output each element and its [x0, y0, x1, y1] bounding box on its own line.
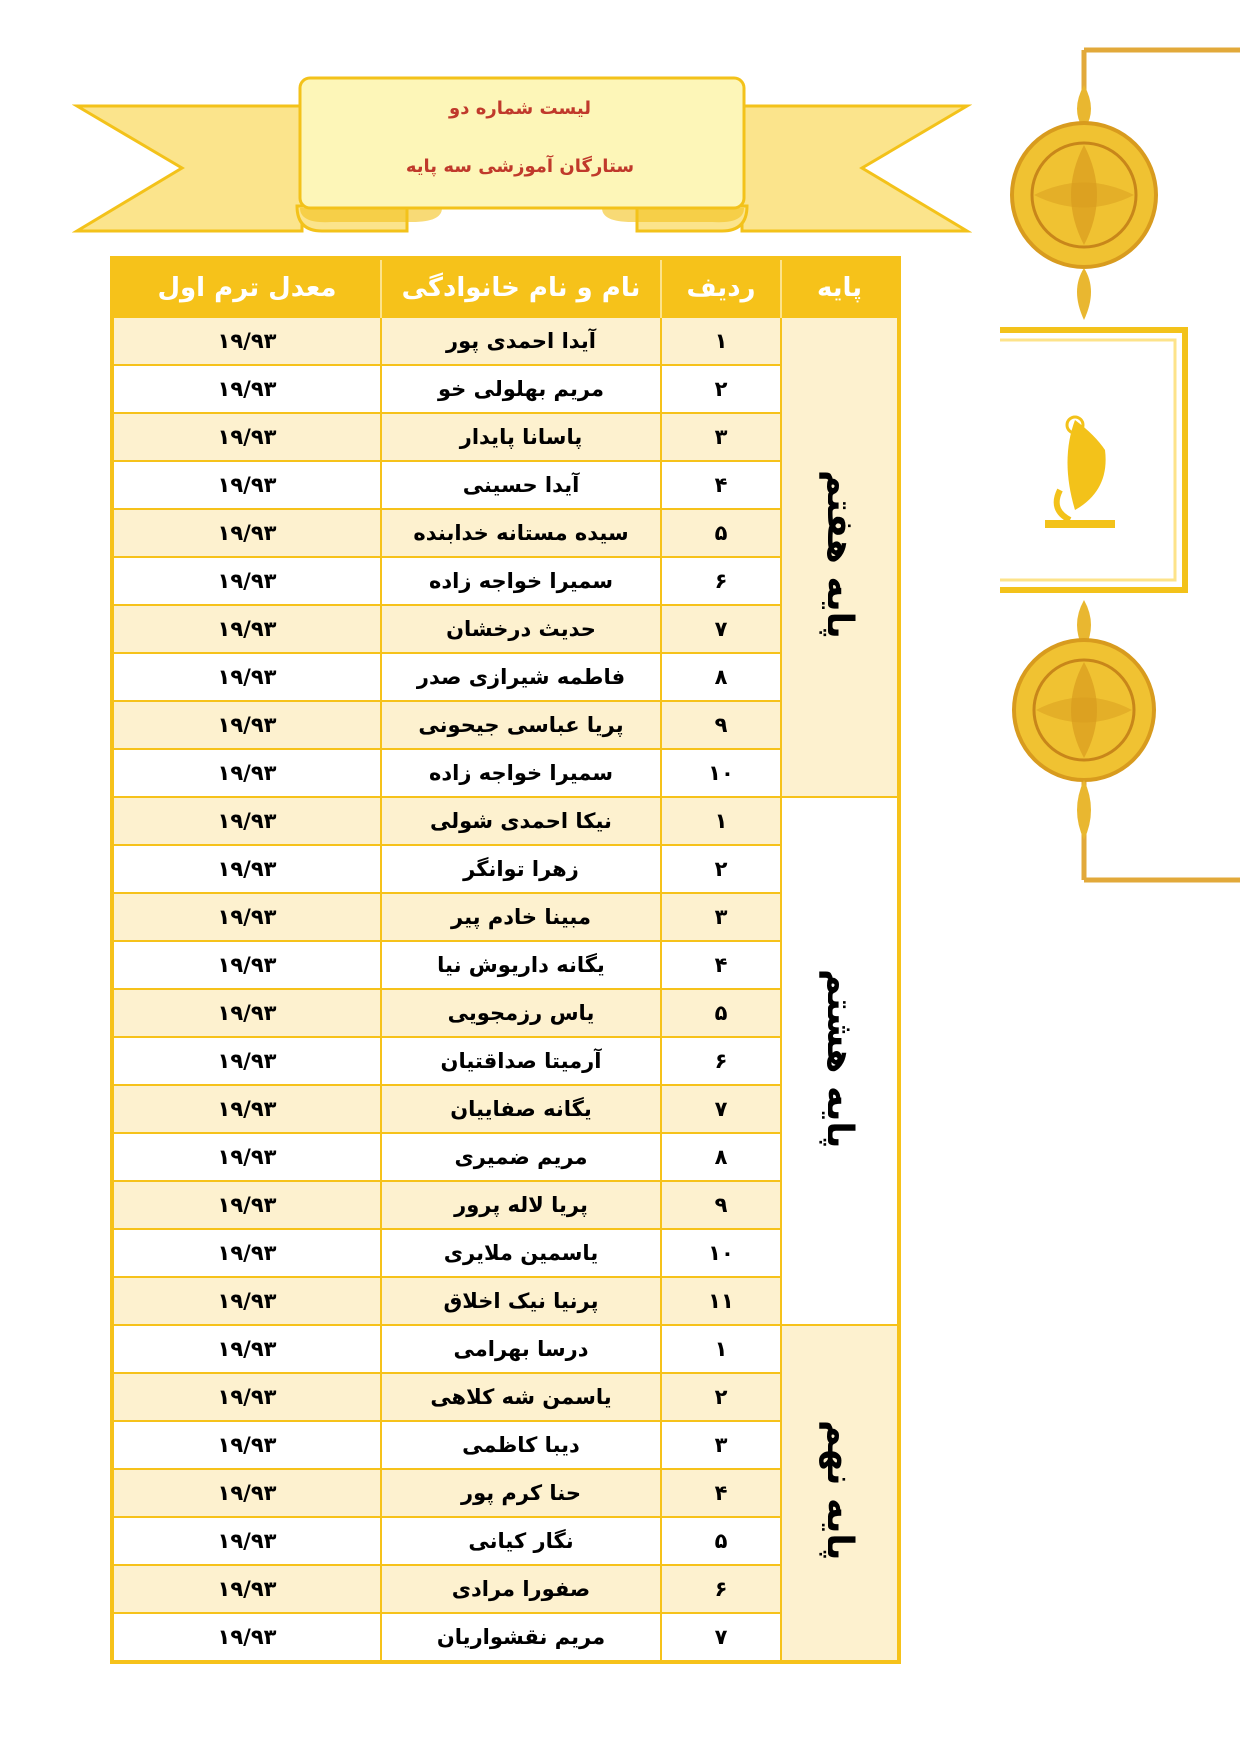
- student-name-cell: سمیرا خواجه زاده: [381, 749, 661, 797]
- student-name-cell: آیدا حسینی: [381, 461, 661, 509]
- average-cell: ۱۹/۹۳: [112, 1133, 381, 1181]
- grade-label: پایه هفتم: [819, 470, 860, 639]
- row-number-cell: ۴: [661, 461, 781, 509]
- grade-label: پایه نهم: [819, 1420, 860, 1561]
- row-number-cell: ۴: [661, 941, 781, 989]
- student-name-cell: نیکا احمدی شولی: [381, 797, 661, 845]
- average-cell: ۱۹/۹۳: [112, 1325, 381, 1373]
- row-number-cell: ۷: [661, 605, 781, 653]
- student-name-cell: یاسمن شه کلاهی: [381, 1373, 661, 1421]
- row-number-cell: ۷: [661, 1085, 781, 1133]
- header-grade: پایه: [781, 258, 899, 317]
- student-name-cell: مریم ضمیری: [381, 1133, 661, 1181]
- student-name-cell: دیبا کاظمی: [381, 1421, 661, 1469]
- average-cell: ۱۹/۹۳: [112, 413, 381, 461]
- ornament-medallion-bottom-icon: [1014, 600, 1154, 840]
- row-number-cell: ۵: [661, 989, 781, 1037]
- grade-group-cell: [781, 317, 899, 797]
- row-number-cell: ۱۱: [661, 1277, 781, 1325]
- average-cell: ۱۹/۹۳: [112, 1181, 381, 1229]
- table-body: [112, 317, 899, 1662]
- average-cell: ۱۹/۹۳: [112, 1517, 381, 1565]
- row-number-cell: ۹: [661, 1181, 781, 1229]
- average-cell: ۱۹/۹۳: [112, 893, 381, 941]
- banner-title-line2: ستارگان آموزشی سه پایه: [405, 156, 635, 177]
- table-row: [112, 797, 899, 845]
- grade-label: پایه هشتم: [819, 968, 860, 1149]
- row-number-cell: ۶: [661, 1565, 781, 1613]
- row-number-cell: ۷: [661, 1613, 781, 1662]
- table-header-row: [112, 258, 899, 317]
- row-number-cell: ۱۰: [661, 1229, 781, 1277]
- average-cell: ۱۹/۹۳: [112, 989, 381, 1037]
- student-name-cell: حنا کرم پور: [381, 1469, 661, 1517]
- row-number-cell: ۹: [661, 701, 781, 749]
- student-name-cell: پرنیا نیک اخلاق: [381, 1277, 661, 1325]
- student-name-cell: یاسمین ملایری: [381, 1229, 661, 1277]
- student-name-cell: مریم نقشواریان: [381, 1613, 661, 1662]
- student-name-cell: پریا لاله پرور: [381, 1181, 661, 1229]
- header-first-term-average: معدل ترم اول: [112, 258, 381, 317]
- row-number-cell: ۴: [661, 1469, 781, 1517]
- student-name-cell: صفورا مرادی: [381, 1565, 661, 1613]
- average-cell: ۱۹/۹۳: [112, 509, 381, 557]
- student-roster-table-wrapper: [110, 256, 897, 1664]
- row-number-cell: ۵: [661, 509, 781, 557]
- student-name-cell: حدیث درخشان: [381, 605, 661, 653]
- student-name-cell: پاسانا پایدار: [381, 413, 661, 461]
- average-cell: ۱۹/۹۳: [112, 1037, 381, 1085]
- average-cell: ۱۹/۹۳: [112, 653, 381, 701]
- average-cell: ۱۹/۹۳: [112, 1613, 381, 1662]
- row-number-cell: ۲: [661, 365, 781, 413]
- student-roster-table: [110, 256, 901, 1664]
- average-cell: ۱۹/۹۳: [112, 749, 381, 797]
- student-name-cell: فاطمه شیرازی صدر: [381, 653, 661, 701]
- student-name-cell: یگانه داریوش نیا: [381, 941, 661, 989]
- row-number-cell: ۵: [661, 1517, 781, 1565]
- row-number-cell: ۱۰: [661, 749, 781, 797]
- row-number-cell: ۳: [661, 1421, 781, 1469]
- average-cell: ۱۹/۹۳: [112, 1421, 381, 1469]
- banner-title-line1: لیست شماره دو: [449, 98, 591, 119]
- average-cell: ۱۹/۹۳: [112, 1085, 381, 1133]
- row-number-cell: ۱: [661, 1325, 781, 1373]
- student-name-cell: مریم بهلولی خو: [381, 365, 661, 413]
- row-number-cell: ۶: [661, 1037, 781, 1085]
- row-number-cell: ۱: [661, 797, 781, 845]
- average-cell: ۱۹/۹۳: [112, 365, 381, 413]
- average-cell: ۱۹/۹۳: [112, 1373, 381, 1421]
- average-cell: ۱۹/۹۳: [112, 557, 381, 605]
- row-number-cell: ۱: [661, 317, 781, 365]
- student-name-cell: یگانه صفاییان: [381, 1085, 661, 1133]
- average-cell: ۱۹/۹۳: [112, 1565, 381, 1613]
- student-name-cell: یاس رزمجویی: [381, 989, 661, 1037]
- grade-group-cell: [781, 797, 899, 1325]
- row-number-cell: ۸: [661, 653, 781, 701]
- banner-text: [300, 86, 740, 216]
- row-number-cell: ۲: [661, 845, 781, 893]
- average-cell: ۱۹/۹۳: [112, 605, 381, 653]
- average-cell: ۱۹/۹۳: [112, 701, 381, 749]
- student-name-cell: مبینا خادم پیر: [381, 893, 661, 941]
- row-number-cell: ۲: [661, 1373, 781, 1421]
- row-number-cell: ۳: [661, 893, 781, 941]
- flame-logo-icon: [1045, 417, 1115, 528]
- average-cell: ۱۹/۹۳: [112, 797, 381, 845]
- average-cell: ۱۹/۹۳: [112, 317, 381, 365]
- average-cell: ۱۹/۹۳: [112, 1469, 381, 1517]
- student-name-cell: نگار کیانی: [381, 1517, 661, 1565]
- table-row: [112, 1325, 899, 1373]
- student-name-cell: زهرا توانگر: [381, 845, 661, 893]
- ornament-medallion-top-icon: [1012, 85, 1156, 320]
- student-name-cell: درسا بهرامی: [381, 1325, 661, 1373]
- header-row-number: ردیف: [661, 258, 781, 317]
- school-logo-frame: [1000, 330, 1185, 590]
- average-cell: ۱۹/۹۳: [112, 941, 381, 989]
- student-name-cell: آیدا احمدی پور: [381, 317, 661, 365]
- average-cell: ۱۹/۹۳: [112, 1277, 381, 1325]
- student-name-cell: سمیرا خواجه زاده: [381, 557, 661, 605]
- student-name-cell: آرمیتا صداقتیان: [381, 1037, 661, 1085]
- student-name-cell: سیده مستانه خدابنده: [381, 509, 661, 557]
- grade-group-cell: [781, 1325, 899, 1662]
- average-cell: ۱۹/۹۳: [112, 461, 381, 509]
- row-number-cell: ۸: [661, 1133, 781, 1181]
- row-number-cell: ۶: [661, 557, 781, 605]
- table-row: [112, 317, 899, 365]
- average-cell: ۱۹/۹۳: [112, 845, 381, 893]
- ornament-border: [1000, 40, 1240, 900]
- student-name-cell: پریا عباسی جیحونی: [381, 701, 661, 749]
- average-cell: ۱۹/۹۳: [112, 1229, 381, 1277]
- header-full-name: نام و نام خانوادگی: [381, 258, 661, 317]
- row-number-cell: ۳: [661, 413, 781, 461]
